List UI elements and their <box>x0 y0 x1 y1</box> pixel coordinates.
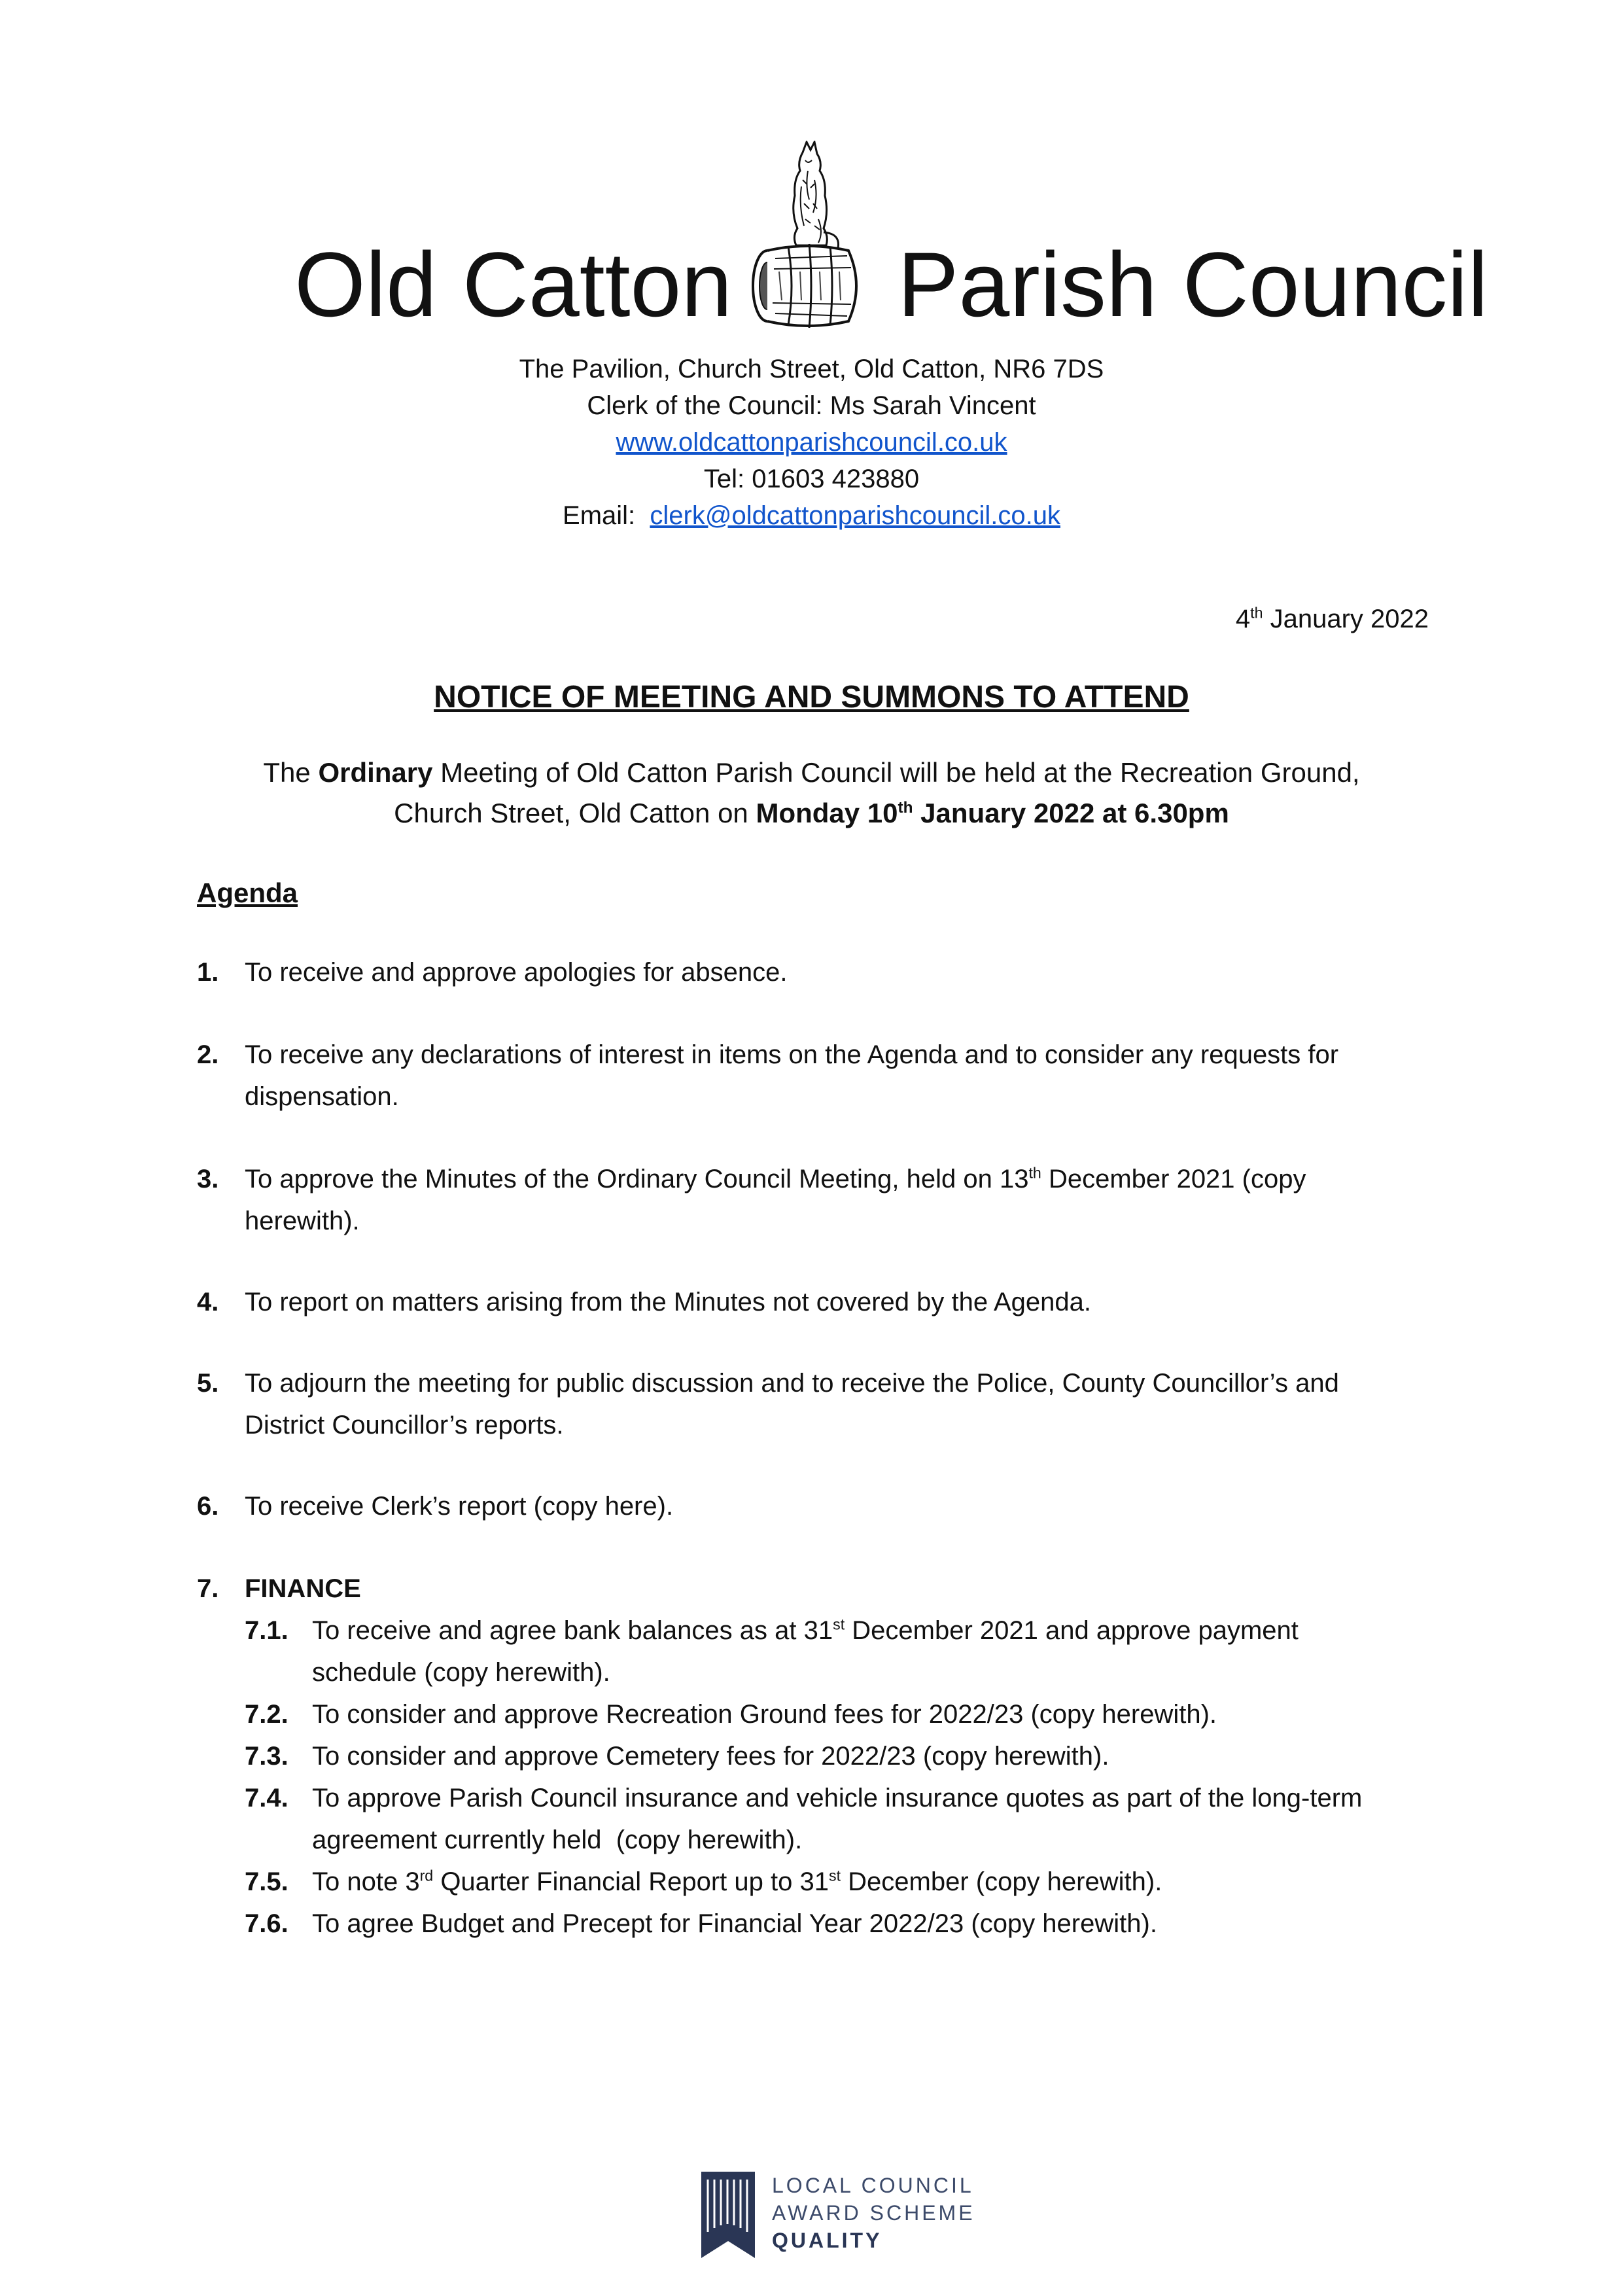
award-line-3: QUALITY <box>772 2229 882 2252</box>
finance-item-text: To agree Budget and Precept for Financial Year 2022/23 (copy herewith). <box>312 1909 1157 1938</box>
cat-on-barrel-crest-icon <box>742 141 873 330</box>
finance-item-number: 7.3. <box>245 1742 288 1771</box>
email-label: Email: <box>563 501 650 530</box>
letter-date: 4th January 2022 <box>1235 604 1429 633</box>
finance-item-text: To consider and approve Cemetery fees for 2022/23 (copy herewith). <box>312 1742 1109 1771</box>
award-line-2: AWARD SCHEME <box>772 2201 975 2225</box>
award-ribbon-icon <box>699 2169 758 2261</box>
email-link[interactable]: clerk@oldcattonparishcouncil.co.uk <box>650 501 1060 530</box>
award-line-1: LOCAL COUNCIL <box>772 2174 974 2197</box>
finance-item-text: To note 3rd Quarter Financial Report up to 31st December (copy herewith). <box>312 1867 1162 1896</box>
intro-line-1: The Ordinary Meeting of Old Catton Parish Council will be held at the Recreation Ground, <box>263 757 1360 788</box>
finance-item-number: 7.5. <box>245 1867 288 1896</box>
notice-heading: NOTICE OF MEETING AND SUMMONS TO ATTEND <box>434 680 1189 715</box>
council-name-right: Parish Council <box>898 233 1488 336</box>
agenda-item-text: To receive Clerk’s report (copy here). <box>245 1492 674 1521</box>
agenda-item-number: 4. <box>197 1288 219 1316</box>
finance-item-text: To approve Parish Council insurance and vehicle insurance quotes as part of the long-term agreement currently held (copy herewith). <box>312 1784 1363 1854</box>
agenda-item-number: 6. <box>197 1492 219 1521</box>
finance-item-text: To consider and approve Recreation Ground fees for 2022/23 (copy herewith). <box>312 1700 1217 1729</box>
finance-item-number: 7.1. <box>245 1616 288 1645</box>
agenda-item-text: To approve the Minutes of the Ordinary Council Meeting, held on 13th December 2021 (copy herewith). <box>245 1164 1306 1235</box>
telephone-line: Tel: 01603 423880 <box>703 465 920 493</box>
address-line: The Pavilion, Church Street, Old Catton, NR6 7DS <box>519 355 1104 383</box>
finance-item-number: 7.2. <box>245 1700 288 1729</box>
website-link[interactable]: www.oldcattonparishcouncil.co.uk <box>616 428 1007 457</box>
agenda-item-number: 3. <box>197 1165 219 1193</box>
agenda-title: Agenda <box>197 877 298 908</box>
meeting-intro <box>0 752 1623 834</box>
finance-heading: FINANCE <box>245 1574 361 1603</box>
agenda-item-text: To adjourn the meeting for public discussion and to receive the Police, County Councillor’s and District Councillor’s reports. <box>245 1369 1339 1439</box>
council-name-left: Old Catton <box>294 233 733 336</box>
agenda-item-number: 2. <box>197 1040 219 1069</box>
award-scheme-logo <box>699 2169 986 2261</box>
agenda-item-text: To receive and approve apologies for absence. <box>245 958 788 987</box>
finance-item-number: 7.6. <box>245 1909 288 1938</box>
agenda-item-number: 7. <box>197 1574 219 1603</box>
finance-item-number: 7.4. <box>245 1784 288 1812</box>
agenda-item-text: To receive any declarations of interest in items on the Agenda and to consider any requests for dispensation. <box>245 1040 1339 1111</box>
finance-item-text: To receive and agree bank balances as at 31st December 2021 and approve payment schedule (copy herewith). <box>312 1616 1299 1687</box>
website-link-row <box>0 424 1623 461</box>
email-row <box>0 497 1623 534</box>
clerk-line: Clerk of the Council: Ms Sarah Vincent <box>587 391 1036 420</box>
agenda-item-number: 1. <box>197 958 219 987</box>
agenda-item-text: To report on matters arising from the Minutes not covered by the Agenda. <box>245 1288 1092 1316</box>
agenda-item-number: 5. <box>197 1369 219 1398</box>
intro-line-2: Church Street, Old Catton on Monday 10th January 2022 at 6.30pm <box>394 798 1229 828</box>
